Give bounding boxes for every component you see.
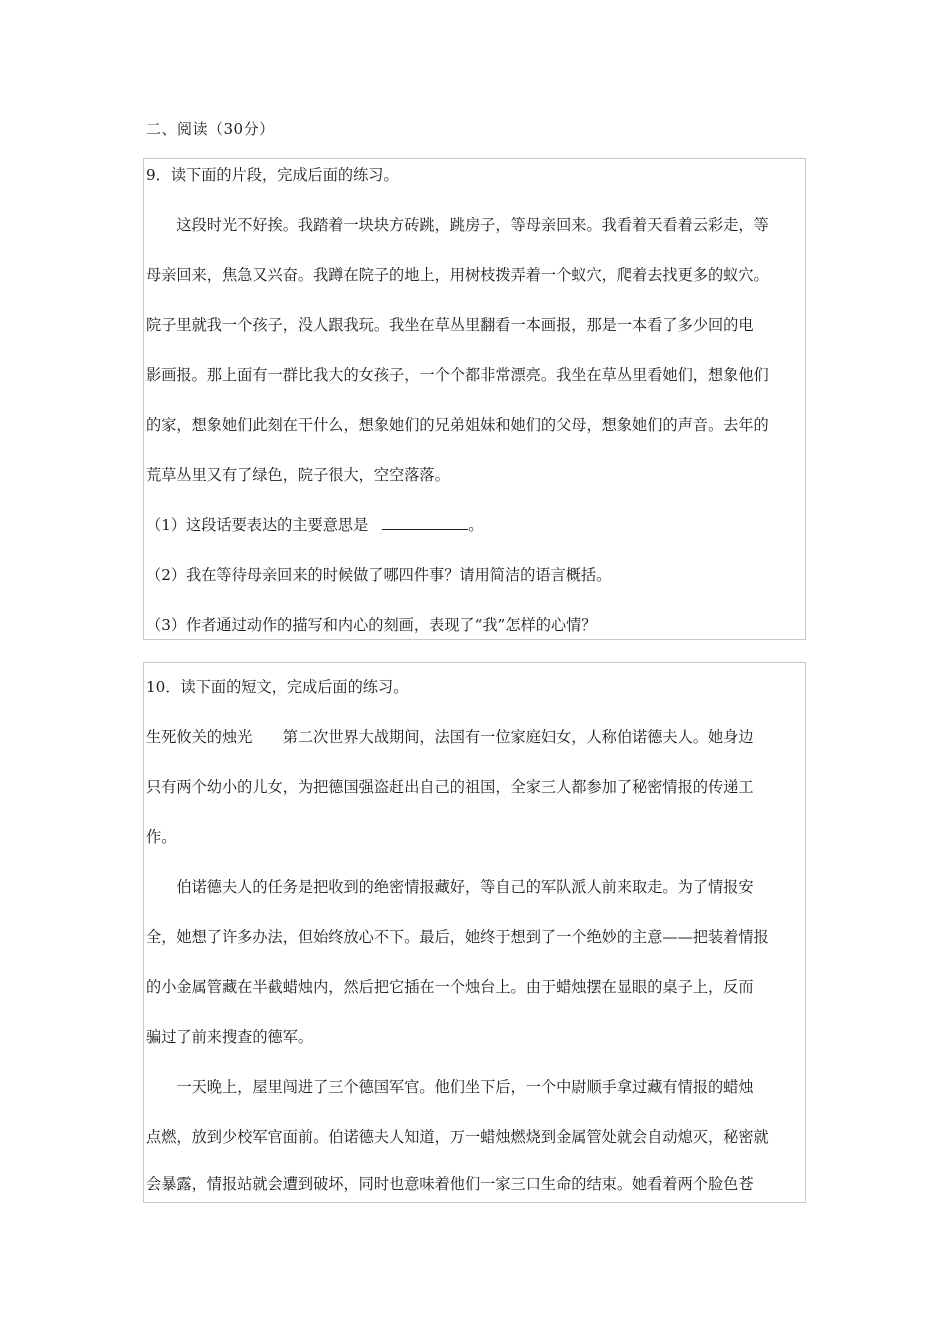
q10-passage-line: 只有两个幼小的儿女，为把德国强盗赶出自己的祖国，全家三人都参加了秘密情报的传递工 [146, 778, 754, 796]
q10-passage-line: 一天晚上，屋里闯进了三个德国军官。他们坐下后，一个中尉顺手拿过藏有情报的蜡烛 [146, 1078, 754, 1096]
q9-sub-question-1 [146, 515, 483, 535]
q9-passage-line: 影画报。那上面有一群比我大的女孩子，一个个都非常漂亮。我坐在草丛里看她们，想象他们 [146, 366, 769, 384]
q10-passage-line: 生死攸关的烛光 第二次世界大战期间，法国有一位家庭妇女，人称伯诺德夫人。她身边 [146, 728, 754, 746]
question-10-box [143, 662, 806, 1202]
section-title: 二、阅读（30分） [146, 120, 275, 138]
q9-prompt: 9．读下面的片段，完成后面的练习。 [146, 166, 399, 184]
q9-passage-line: 的家，想象她们此刻在干什么，想象她们的兄弟姐妹和她们的父母，想象她们的声音。去年的 [146, 416, 769, 434]
q10-passage-line: 骗过了前来搜查的德军。 [146, 1028, 314, 1046]
q10-passage-line: 作。 [146, 828, 177, 846]
q9-sub-question-3: （3）作者通过动作的描写和内心的刻画，表现了“我”怎样的心情？ [146, 616, 597, 634]
question-9-box [143, 158, 806, 640]
q9-passage-line: 荒草丛里又有了绿色，院子很大，空空落落。 [146, 466, 450, 484]
q9-sub1-end: 。 [468, 516, 484, 534]
q10-passage-line: 的小金属管藏在半截蜡烛内，然后把它插在一个烛台上。由于蜡烛摆在显眼的桌子上，反而 [146, 978, 754, 996]
q9-sub-question-2: （2）我在等待母亲回来的时候做了哪四件事？请用简洁的语言概括。 [146, 566, 612, 584]
q9-passage-line: 院子里就我一个孩子，没人跟我玩。我坐在草丛里翻看一本画报，那是一本看了多少回的电 [146, 316, 754, 334]
q10-passage-line: 伯诺德夫人的任务是把收到的绝密情报藏好，等自己的军队派人前来取走。为了情报安 [146, 878, 754, 896]
q10-prompt: 10．读下面的短文，完成后面的练习。 [146, 678, 409, 696]
q10-passage-line: 会暴露，情报站就会遭到破坏，同时也意味着他们一家三口生命的结束。她看着两个脸色苍 [146, 1175, 754, 1193]
q10-passage-line: 全，她想了许多办法，但始终放心不下。最后，她终于想到了一个绝妙的主意——把装着情报 [146, 928, 769, 946]
q9-passage-line: 这段时光不好挨。我踏着一块块方砖跳，跳房子，等母亲回来。我看着天看着云彩走，等 [146, 216, 769, 234]
q9-passage-line: 母亲回来，焦急又兴奋。我蹲在院子的地上，用树枝拨弄着一个蚁穴，爬着去找更多的蚁穴。 [146, 266, 769, 284]
q9-sub1-text: （1）这段话要表达的主要意思是 [146, 516, 369, 534]
answer-blank[interactable] [382, 515, 468, 530]
q10-passage-line: 点燃，放到少校军官面前。伯诺德夫人知道，万一蜡烛燃烧到金属管处就会自动熄灭，秘密就 [146, 1128, 769, 1146]
